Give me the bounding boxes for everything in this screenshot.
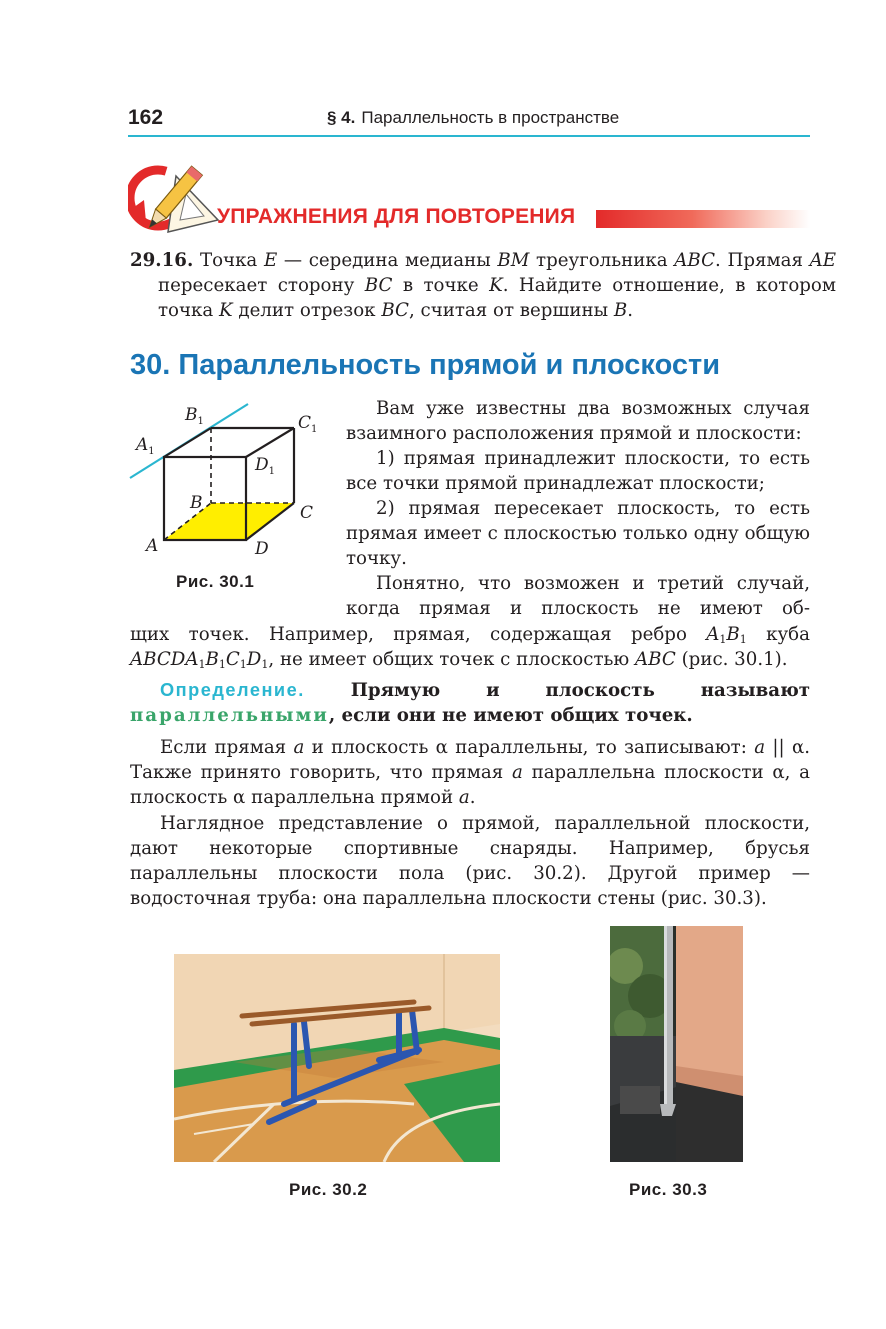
var: ABC — [635, 649, 676, 670]
var: K — [489, 275, 503, 296]
running-head-title: Параллельность в пространстве — [361, 108, 620, 127]
sub: 1 — [239, 658, 247, 671]
caption-30-1: Рис. 30.1 — [176, 572, 255, 591]
var: a — [754, 737, 766, 758]
text: Если прямая — [160, 737, 294, 758]
var: AE — [809, 250, 836, 271]
text: пересекает сторону — [158, 275, 365, 296]
var: B — [613, 300, 628, 321]
var: a — [512, 762, 523, 783]
text: . Найдите отношение, в котором точка — [158, 275, 837, 321]
var: B — [726, 624, 740, 645]
caption-30-2: Рис. 30.2 — [289, 1180, 368, 1199]
label-D1: $D_1$ — [255, 455, 276, 477]
sub: 1 — [218, 658, 226, 671]
figure-30-3-drainpipe — [610, 926, 743, 1162]
intro-p1: Вам уже известны два возможных случая взаимного расположения прямой и плоскости: — [346, 398, 810, 444]
definition-label: Определение. — [160, 680, 305, 700]
label-C1: $C_1$ — [298, 413, 318, 435]
running-head — [327, 108, 619, 128]
exercise-29-16 — [130, 248, 836, 323]
text: Точка — [193, 250, 264, 271]
text: делит отрезок — [232, 300, 382, 321]
var: BC — [364, 275, 393, 296]
var: BC — [381, 300, 409, 321]
text: (рис. 30.1). — [675, 649, 788, 670]
header-rule — [128, 135, 810, 137]
sub: 1 — [198, 658, 206, 671]
label-C: C — [300, 503, 314, 523]
text: . Прямая — [715, 250, 810, 271]
sub: 1 — [261, 658, 269, 671]
review-bar — [596, 210, 810, 228]
text: щих точек. Например, прямая, содержащая ребро — [130, 624, 707, 645]
var: B — [205, 649, 219, 670]
var: ABCDA — [130, 649, 199, 670]
text: . — [627, 300, 634, 321]
var: BM — [497, 250, 530, 271]
text: и плоскость α параллельны, то записывают: — [304, 737, 755, 758]
var: E — [263, 250, 278, 271]
text: , не имеет общих точек с плоскостью — [268, 649, 636, 670]
var: A — [706, 624, 720, 645]
figure-30-2-parallel-bars — [174, 954, 500, 1162]
definition — [130, 678, 810, 728]
definition-term: параллельными — [130, 705, 329, 726]
text: , считая от вершины — [408, 300, 614, 321]
exercise-number: 29.16. — [130, 250, 194, 271]
visual-examples: Наглядное представление о прямой, параллельной плоскости, дают некоторые спортивные снаряды. Например, брусья параллельны плоскости пола (рис. 30.2). Другой пример — водосточная труба: она параллельна плоскости стены (рис. 30.3). — [130, 813, 810, 909]
var: C — [225, 649, 240, 670]
page-number: 162 — [128, 106, 164, 129]
section-mark: § 4. — [327, 108, 356, 127]
var: a — [458, 787, 470, 808]
review-title: УПРАЖНЕНИЯ ДЛЯ ПОВТОРЕНИЯ — [217, 205, 576, 228]
text: треугольника — [529, 250, 675, 271]
text: . — [469, 787, 476, 808]
text: куба — [746, 624, 810, 645]
plane-abcd — [164, 503, 294, 540]
var: a — [293, 737, 305, 758]
pencil-triangle-icon — [128, 162, 220, 244]
figure-30-1-cube — [128, 398, 328, 566]
text: в точке — [392, 275, 490, 296]
var: D — [246, 649, 262, 670]
definition-text: , если они не имеют общих точек. — [328, 705, 693, 726]
intro-block — [346, 396, 810, 621]
definition-text: Прямую и плоскость называют — [304, 680, 810, 701]
caption-30-3: Рис. 30.3 — [629, 1180, 708, 1199]
sub: 1 — [719, 633, 727, 646]
intro-case-1: 1) прямая принадлежит плоскости, то есть все точки прямой принадлежат плоскости; — [346, 448, 810, 494]
intro-p4b — [130, 622, 810, 672]
label-A1: $A_1$ — [136, 435, 155, 457]
var: ABC — [674, 250, 716, 271]
label-B1: $B_1$ — [185, 405, 204, 427]
label-B: B — [190, 493, 203, 513]
text: — середина медианы — [277, 250, 498, 271]
sub: 1 — [739, 633, 747, 646]
label-D: D — [255, 539, 269, 559]
text: || α. Также принято говорить, что прямая — [130, 737, 811, 783]
parallel-notation — [130, 735, 810, 810]
intro-p4a: Понятно, что возможен и третий случай, когда прямая и плоскость не имеют об- — [346, 573, 810, 619]
text: параллельна плоскости α, а плоскость α параллельна прямой — [130, 762, 810, 808]
var: K — [219, 300, 233, 321]
section-title: 30. Параллельность прямой и плоскости — [130, 349, 721, 381]
intro-case-2: 2) прямая пересекает плоскость, то есть прямая имеет с плоскостью только одну общую точку. — [346, 498, 810, 569]
label-A: A — [146, 536, 159, 556]
